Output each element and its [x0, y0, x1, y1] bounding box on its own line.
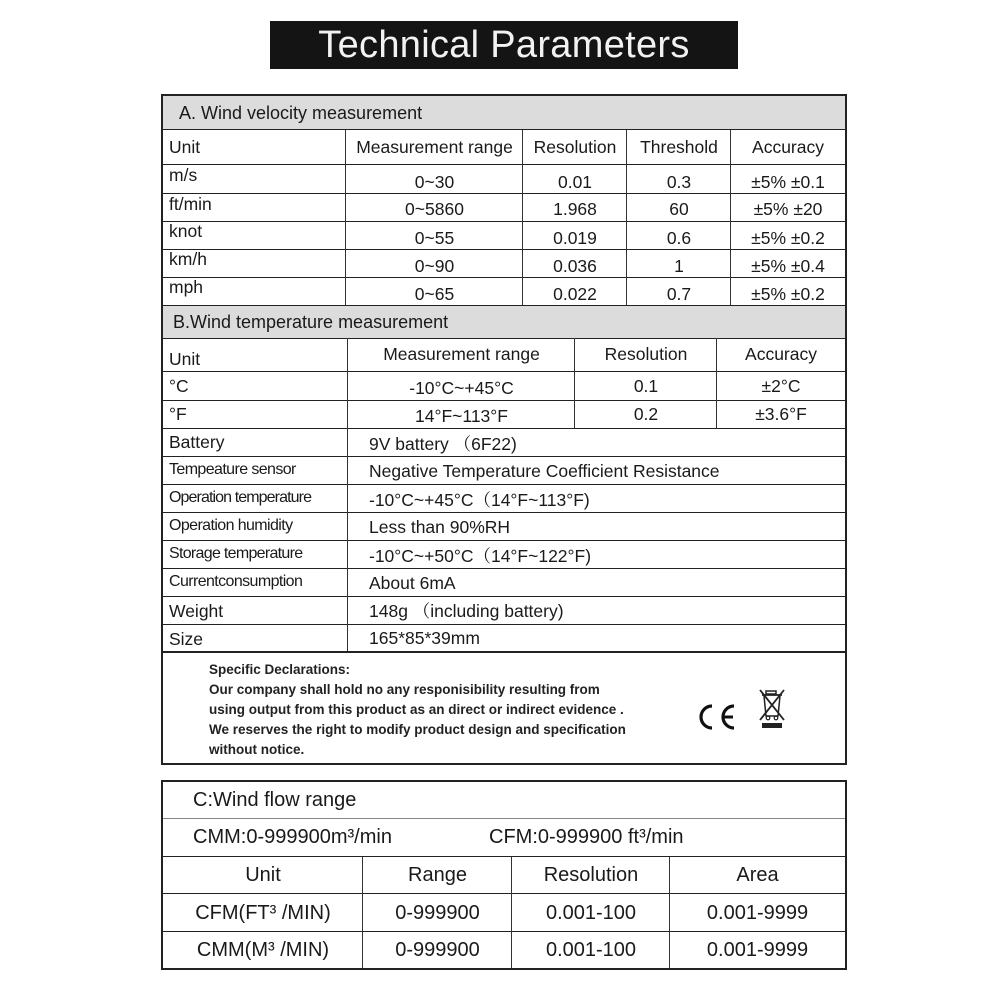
spec-value: 9V battery （6F22) — [369, 433, 517, 454]
spec-value: -10°C~+45°C（14°F~113°F) — [369, 489, 590, 510]
accuracy-cell: ±2°C — [761, 376, 801, 396]
range-cell: 0-999900 — [395, 901, 480, 924]
cfm-summary: CFM:0-999900 ft³/min — [489, 826, 684, 848]
cmm-summary: CMM:0-999900m³/min — [193, 826, 392, 848]
range-cell: -10°C~+45°C — [409, 378, 514, 398]
accuracy-cell: ±3.6°F — [755, 403, 807, 424]
declarations-text — [209, 660, 626, 760]
spec-label: Operation temperature — [169, 489, 312, 506]
spec-value: 148g （including battery) — [369, 600, 564, 621]
a-col-unit: Unit — [169, 137, 201, 157]
unit-cell: ft/min — [169, 194, 212, 214]
c-col-unit: Unit — [245, 864, 281, 886]
accuracy-cell: ±5% ±0.4 — [751, 255, 825, 276]
threshold-cell: 0.3 — [666, 171, 692, 192]
spec-label: Tempeature sensor — [169, 461, 296, 478]
resolution-cell: 0.019 — [553, 227, 597, 248]
spec-label: Weight — [169, 600, 224, 621]
a-col-resolution: Resolution — [533, 137, 617, 157]
unit-cell: CMM(M³ /MIN) — [196, 938, 330, 961]
section-c-heading: C:Wind flow range — [193, 788, 357, 811]
weee-bin-icon — [757, 688, 787, 730]
range-cell: 0~30 — [414, 171, 455, 192]
spec-value: About 6mA — [369, 572, 456, 593]
a-col-threshold: Threshold — [640, 137, 718, 157]
spec-label: Storage temperature — [169, 545, 303, 562]
section-a-heading: A. Wind velocity measurement — [163, 96, 845, 130]
section-b-heading: B.Wind temperature measurement — [163, 306, 845, 338]
spec-label: Operation humidity — [169, 517, 293, 534]
c-col-resolution: Resolution — [543, 864, 639, 886]
spec-value: 165*85*39mm — [369, 627, 480, 648]
accuracy-cell: ±5% ±20 — [753, 199, 823, 219]
a-col-accuracy: Accuracy — [752, 137, 824, 157]
range-cell: 0-999900 — [395, 938, 480, 961]
area-cell: 0.001-9999 — [706, 901, 809, 924]
b-col-unit: Unit — [169, 349, 201, 369]
resolution-cell: 1.968 — [553, 199, 597, 219]
b-col-range: Measurement range — [383, 344, 540, 364]
range-cell: 0~90 — [414, 255, 455, 276]
declarations-block — [163, 652, 845, 763]
a-col-range: Measurement range — [356, 137, 513, 157]
unit-cell: knot — [169, 221, 203, 241]
spec-value: Negative Temperature Coefficient Resistance — [369, 460, 720, 481]
spec-label: Battery — [169, 431, 225, 452]
declarations-line: without notice. — [209, 742, 305, 757]
resolution-cell: 0.1 — [633, 376, 659, 396]
unit-cell: °C — [169, 376, 189, 396]
unit-cell: CFM(FT³ /MIN) — [195, 901, 331, 924]
unit-cell: °F — [169, 403, 187, 424]
declarations-heading: Specific Declarations: — [209, 662, 351, 677]
accuracy-cell: ±5% ±0.2 — [751, 227, 825, 248]
b-col-resolution: Resolution — [604, 344, 688, 364]
b-col-accuracy: Accuracy — [745, 344, 817, 364]
resolution-cell: 0.036 — [553, 255, 597, 276]
declarations-line: using output from this product as an direct or indirect evidence . — [209, 702, 624, 717]
resolution-cell: 0.022 — [553, 283, 597, 304]
spec-table — [161, 94, 847, 765]
page-title: Technical Parameters — [270, 21, 738, 69]
c-col-area: Area — [736, 864, 779, 886]
resolution-cell: 0.001-100 — [545, 901, 637, 924]
range-cell: 0~5860 — [405, 199, 464, 219]
range-cell: 0~55 — [414, 227, 455, 248]
spec-value: -10°C~+50°C（14°F~122°F) — [369, 545, 592, 566]
resolution-cell: 0.01 — [557, 171, 593, 192]
unit-cell: mph — [169, 277, 204, 297]
declarations-line: Our company shall hold no any responisibility resulting from — [209, 682, 600, 697]
threshold-cell: 0.6 — [666, 227, 692, 248]
range-cell: 14°F~113°F — [415, 405, 508, 426]
accuracy-cell: ±5% ±0.2 — [751, 283, 825, 304]
threshold-cell: 60 — [669, 199, 689, 219]
ce-mark-icon — [695, 703, 739, 731]
c-col-range: Range — [408, 864, 467, 886]
unit-cell: m/s — [169, 165, 198, 185]
spec-value: Less than 90%RH — [369, 516, 511, 537]
threshold-cell: 0.7 — [666, 283, 692, 304]
wind-flow-table — [161, 780, 847, 970]
declarations-line: We reserves the right to modify product design and specification — [209, 722, 626, 737]
resolution-cell: 0.2 — [633, 403, 659, 424]
unit-cell: km/h — [169, 249, 207, 269]
spec-label: Size — [169, 628, 204, 649]
resolution-cell: 0.001-100 — [545, 938, 637, 961]
accuracy-cell: ±5% ±0.1 — [751, 171, 825, 192]
spec-label: Currentconsumption — [169, 573, 303, 590]
threshold-cell: 1 — [674, 255, 684, 276]
area-cell: 0.001-9999 — [706, 938, 809, 961]
range-cell: 0~65 — [414, 283, 455, 304]
